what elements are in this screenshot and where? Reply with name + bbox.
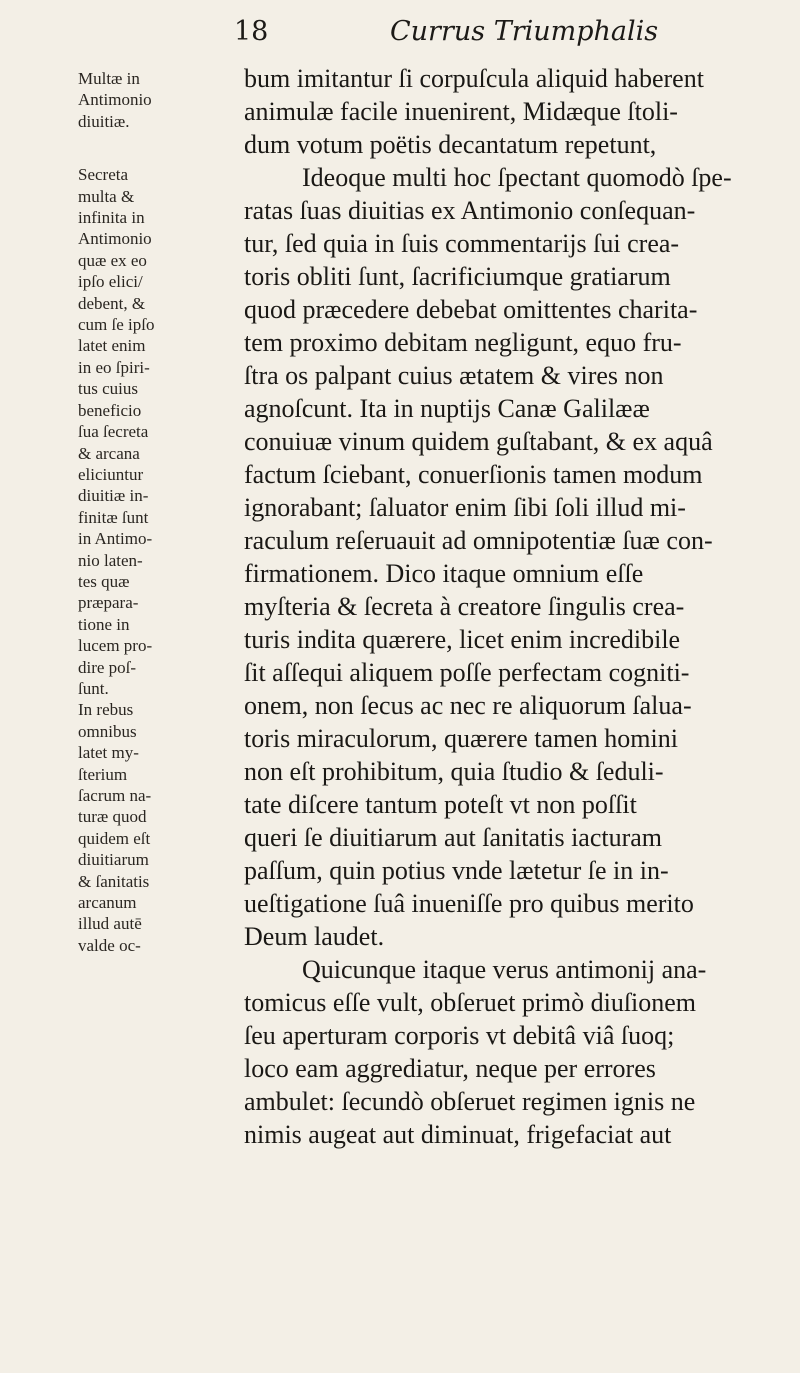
marginal-note-line: omnibus — [78, 721, 137, 741]
marginal-note-line: & ſanitatis — [78, 871, 150, 891]
marginal-notes — [78, 68, 238, 956]
text-line: quod præcedere debebat omittentes charita- — [244, 295, 698, 324]
text-line: ſtra os palpant cuius ætatem & vires non — [244, 361, 664, 390]
text-line: ignorabant; ſaluator enim ſibi ſoli illud mi- — [244, 493, 686, 522]
text-line: Quicunque itaque verus antimonij ana- — [302, 955, 707, 984]
running-title: Currus Triumphalis — [390, 16, 659, 47]
marginal-note-line — [78, 132, 238, 164]
text-line: nimis augeat aut diminuat, frigefaciat aut — [244, 1120, 672, 1149]
text-line: tate diſcere tantum poteſt vt non poſſit — [244, 790, 637, 819]
text-line: factum ſciebant, conuerſionis tamen modum — [244, 460, 703, 489]
text-line: animulæ facile inuenirent, Midæque ſtoli- — [244, 97, 678, 126]
marginal-note-line: infinita in — [78, 208, 145, 228]
marginal-note-line: illud autē — [78, 914, 142, 934]
marginal-note-line: Secreta — [78, 165, 129, 185]
main-text — [244, 62, 799, 1151]
text-line: non eſt prohibitum, quia ſtudio & ſeduli- — [244, 757, 664, 786]
marginal-note-line: debent, & — [78, 293, 146, 313]
marginal-note-line: tes quæ — [78, 571, 130, 591]
marginal-note-line: eliciuntur — [78, 464, 144, 484]
text-line: ueſtigatione ſuâ inueniſſe pro quibus merito — [244, 889, 694, 918]
marginal-note-line: præpara- — [78, 593, 139, 613]
marginal-note-line: quidem eſt — [78, 828, 151, 848]
marginal-note-line: in Antimo- — [78, 529, 153, 549]
text-line: loco eam aggrediatur, neque per errores — [244, 1054, 656, 1083]
text-line: bum imitantur ſi corpuſcula aliquid haberent — [244, 64, 704, 93]
marginal-note-line: valde oc- — [78, 935, 141, 955]
marginal-note-line: quæ ex eo — [78, 250, 147, 270]
marginal-note-line: tus cuius — [78, 379, 138, 399]
text-line: firmationem. Dico itaque omnium eſſe — [244, 559, 644, 588]
text-line: dum votum poëtis decantatum repetunt, — [244, 130, 657, 159]
marginal-note-line: ſterium — [78, 764, 128, 784]
text-line: toris obliti ſunt, ſacrificiumque gratiarum — [244, 262, 671, 291]
marginal-note-line: finitæ ſunt — [78, 507, 149, 527]
marginal-note-line: Antimonio — [78, 90, 152, 110]
marginal-note-line: latet my- — [78, 743, 139, 763]
marginal-note-line: diuitiarum — [78, 850, 149, 870]
text-line: tem proximo debitam negligunt, equo fru- — [244, 328, 682, 357]
marginal-note-line: beneficio — [78, 400, 142, 420]
text-line: Ideoque multi hoc ſpectant quomodò ſpe- — [302, 163, 732, 192]
marginal-note-line: tione in — [78, 614, 130, 634]
marginal-note-line: multa & — [78, 186, 135, 206]
text-line: turis indita quærere, licet enim incredibile — [244, 625, 681, 654]
page-header — [200, 14, 700, 50]
text-line: ſit aſſequi aliquem poſſe perfectam cogniti- — [244, 658, 690, 687]
marginal-note-line: ſunt. — [78, 678, 109, 698]
marginal-note-line: dire poſ- — [78, 657, 137, 677]
marginal-note-line: in eo ſpiri- — [78, 357, 150, 377]
marginal-note-line: cum ſe ipſo — [78, 315, 155, 335]
marginal-note-line: nio laten- — [78, 550, 143, 570]
text-line: queri ſe diuitiarum aut ſanitatis iacturam — [244, 823, 663, 852]
marginal-note-line: latet enim — [78, 336, 146, 356]
text-line: myſteria & ſecreta à creatore ſingulis crea- — [244, 592, 685, 621]
marginal-note-line: In rebus — [78, 700, 134, 720]
marginal-note-line: diuitiæ. — [78, 111, 130, 131]
text-line: ratas ſuas diuitias ex Antimonio conſequan- — [244, 196, 696, 225]
text-line: raculum reſeruauit ad omnipotentiæ ſuæ con- — [244, 526, 713, 555]
marginal-note-line: ſua ſecreta — [78, 422, 149, 442]
text-line: conuiuæ vinum quidem guſtabant, & ex aquâ — [244, 427, 713, 456]
page-number: 18 — [234, 16, 269, 47]
text-line: toris miraculorum, quærere tamen homini — [244, 724, 678, 753]
text-line: paſſum, quin potius vnde lætetur ſe in in- — [244, 856, 669, 885]
marginal-note-line: Multæ in — [78, 69, 140, 88]
marginal-note-line: arcanum — [78, 893, 137, 913]
marginal-note-line: diuitiæ in- — [78, 486, 149, 506]
marginal-note-line: turæ quod — [78, 807, 147, 827]
text-line: onem, non ſecus ac nec re aliquorum ſalua- — [244, 691, 692, 720]
text-line: Deum laudet. — [244, 922, 385, 951]
text-line: ambulet: ſecundò obſeruet regimen ignis ne — [244, 1087, 696, 1116]
marginal-note-line: ipſo elici/ — [78, 272, 143, 292]
marginal-note-line: lucem pro- — [78, 636, 153, 656]
marginal-note-line: Antimonio — [78, 229, 152, 249]
text-line: tur, ſed quia in ſuis commentarijs ſui crea- — [244, 229, 680, 258]
marginal-note-line: & arcana — [78, 443, 140, 463]
text-line: tomicus eſſe vult, obſeruet primò diuſionem — [244, 988, 697, 1017]
text-line: ſeu aperturam corporis vt debitâ viâ ſuoq; — [244, 1021, 675, 1050]
text-line: agnoſcunt. Ita in nuptijs Canæ Galilææ — [244, 394, 650, 423]
marginal-note-line: ſacrum na- — [78, 786, 152, 805]
